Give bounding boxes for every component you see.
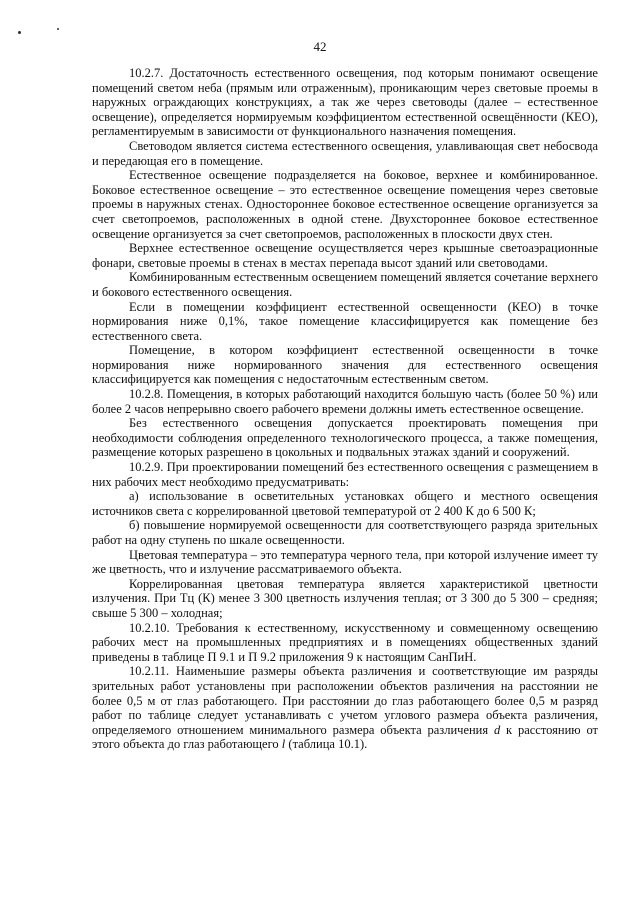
paragraph: Коррелированная цветовая температура является характеристикой цветности излучения. При Тц (К) менее 3 300 цветность излучения теплая; от 3 300 до 5 300 – средняя; свыше 5 300 – холодная; <box>92 576 598 620</box>
scan-speck <box>18 31 21 34</box>
paragraph: Верхнее естественное освещение осуществляется через крышные светоаэрационные фонари, световые проемы в стенах в местах перепада высот зданий или световодами. <box>92 241 598 270</box>
paragraph: Без естественного освещения допускается проектировать помещения при необходимости соблюдения определенного технологического процесса, а также помещения, размещение которых разрешено в цокольных и подвальных этажах зданий и сооружений. <box>92 416 598 460</box>
paragraph: 10.2.9. При проектировании помещений без естественного освещения с размещением в них рабочих мест необходимо предусматривать: <box>92 460 598 489</box>
paragraph: 10.2.10. Требования к естественному, искусственному и совмещенному освещению рабочих мест на промышленных предприятиях и в помещениях общественных зданий приведены в таблице П 9.1 и П 9.2 приложения 9 к настоящим СанПиН. <box>92 620 598 664</box>
paragraph: Естественное освещение подразделяется на боковое, верхнее и комбинированное. Боковое естественное освещение – это естественное освещение помещения через световые проемы в наружных стенах. Одностороннее боковое естественное освещение организуется за счет светопроемов, расположенных в одной стене. Двухстороннее боковое естественное освещение организуется за счет светопроемов, расположенных в плоскости двух стен. <box>92 168 598 241</box>
page-number: 42 <box>313 39 327 54</box>
paragraph: Если в помещении коэффициент естественной освещенности (КЕО) в точке нормирования ниже 0,1%, такое помещение классифицируется как помещение без естественного света. <box>92 299 598 343</box>
paragraph: б) повышение нормируемой освещенности для соответствующего разряда зрительных работ на одну ступень по шкале освещенности. <box>92 518 598 547</box>
document-body <box>92 66 598 752</box>
paragraph-text: к расстоянию от этого объекта до глаз работающего <box>92 722 599 752</box>
paragraph: Цветовая температура – это температура черного тела, при которой излучение имеет ту же цветность, что и излучение рассматриваемого объекта. <box>92 547 598 577</box>
paragraph <box>92 664 598 752</box>
paragraph-text: (таблица 10.1). <box>285 737 368 752</box>
variable-d: d <box>493 722 501 737</box>
scan-speck <box>57 28 59 30</box>
paragraph: 10.2.7. Достаточность естественного освещения, под которым понимают освещение помещений светом неба (прямым или отраженным), проникающим через световые проемы в наружных ограждающих конструкциях, а так же через световоды (далее – естественное освещение), определяется нормируемым коэффициентом естественной освещённости (КЕО), регламентируемым в зависимости от функционального назначения помещения. <box>92 66 598 139</box>
paragraph: Световодом является система естественного освещения, улавливающая свет небосвода и передающая его в помещение. <box>92 138 598 168</box>
paragraph: а) использование в осветительных установках общего и местного освещения источников света с коррелированной цветовой температурой от 2 400 К до 6 500 К; <box>92 489 598 518</box>
paragraph-text: 10.2.11. Наименьшие размеры объекта различения и соответствующие им разряды зрительных работ установлены при расположении объектов различения на расстоянии не более 0,5 м от глаз работающего. При расстоянии до глаз работающего более 0,5 м разряд работ по таблице следует устанавливать с учетом углового размера объекта различения, определяемого отношением минимального размера объекта различения <box>92 664 598 737</box>
variable-l: l <box>281 737 286 752</box>
paragraph: Помещение, в котором коэффициент естественной освещенности в точке нормирования ниже нормированного значения для естественного освещения классифицируется как помещения с недостаточным естественным светом. <box>92 343 598 387</box>
paragraph: Комбинированным естественным освещением помещений является сочетание верхнего и бокового естественного освещения. <box>92 270 598 299</box>
paragraph: 10.2.8. Помещения, в которых работающий находится большую часть (более 50 %) или более 2 часов непрерывно своего рабочего времени должны иметь естественное освещение. <box>92 387 598 416</box>
